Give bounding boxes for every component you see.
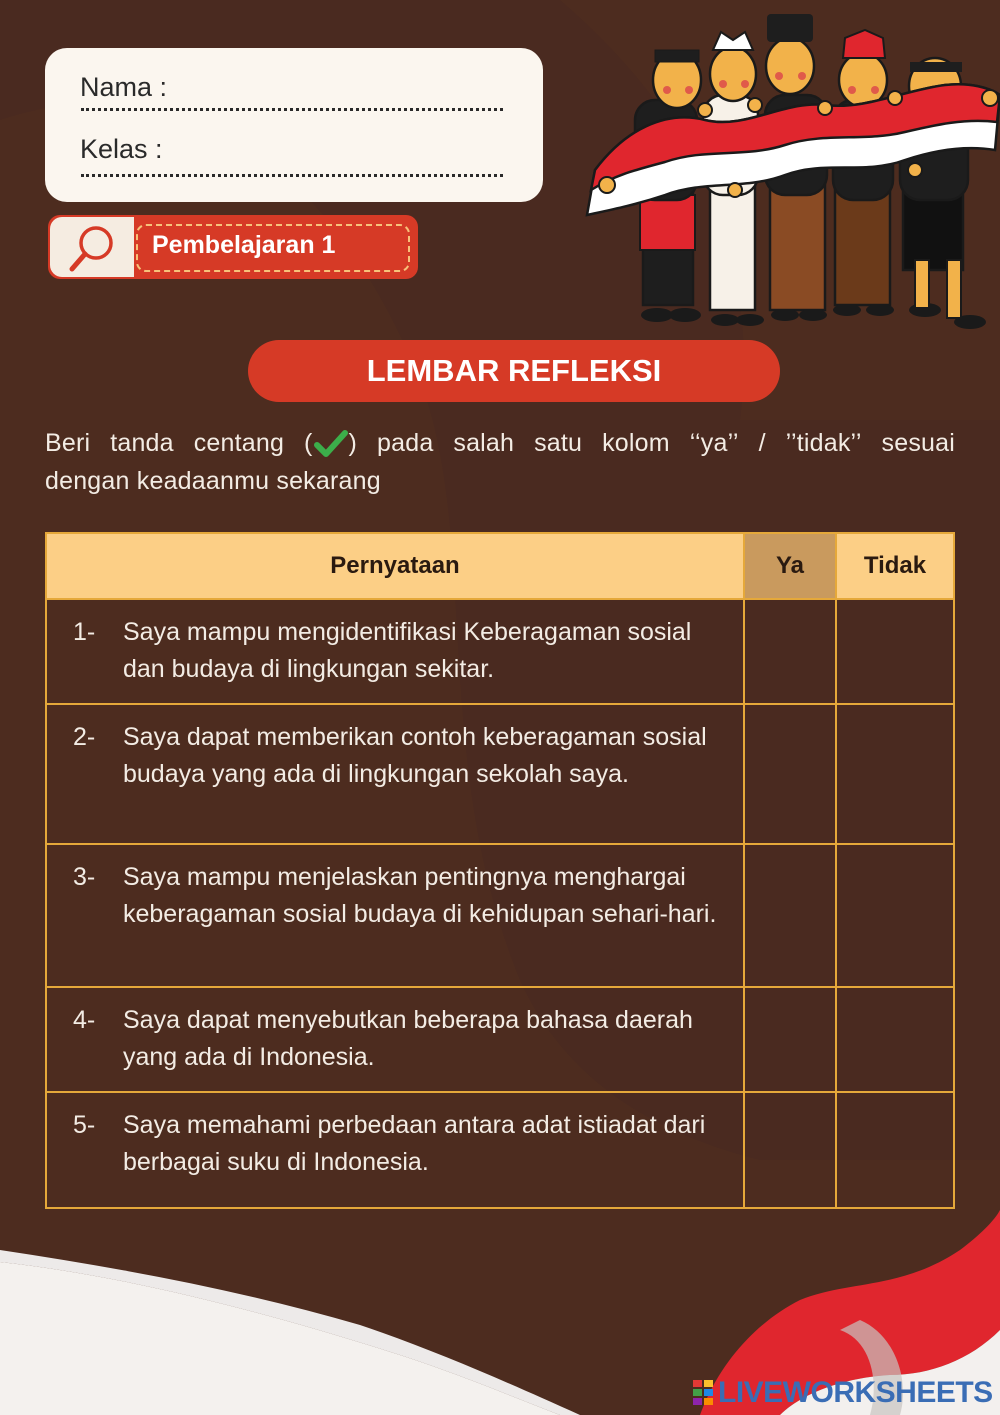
row-statement: Saya mampu menjelaskan pentingnya menghargai keberagaman sosial budaya di kehidupan sehari-hari. <box>123 863 717 928</box>
row-statement: Saya mampu mengidentifikasi Keberagaman sosial dan budaya di lingkungan sekitar. <box>123 618 692 683</box>
yes-checkbox-5[interactable] <box>744 1092 836 1208</box>
row-number: 5- <box>73 1111 96 1139</box>
yes-checkbox-1[interactable] <box>744 599 836 704</box>
class-label: Kelas : <box>80 134 163 164</box>
magnifier-icon <box>50 217 134 277</box>
no-checkbox-1[interactable] <box>836 599 954 704</box>
row-statement: Saya dapat memberikan contoh keberagaman sosial budaya yang ada di lingkungan sekolah saya. <box>123 723 707 788</box>
yes-checkbox-4[interactable] <box>744 987 836 1092</box>
table-row <box>46 704 954 844</box>
watermark-text: LIVEWORKSHEETS <box>718 1376 993 1409</box>
student-info-box <box>45 48 543 202</box>
class-dotted-line <box>81 174 503 177</box>
page-title: LEMBAR REFLEKSI <box>248 340 780 402</box>
header-yes: Ya <box>744 533 836 599</box>
no-checkbox-5[interactable] <box>836 1092 954 1208</box>
name-label: Nama : <box>80 72 168 102</box>
row-number: 1- <box>73 618 96 646</box>
class-input[interactable] <box>185 132 509 168</box>
row-number: 2- <box>73 723 96 751</box>
table-row <box>46 987 954 1092</box>
table-row <box>46 844 954 987</box>
liveworksheets-logo-icon <box>693 1380 715 1406</box>
instruction-text <box>45 424 955 500</box>
name-dotted-line <box>81 108 503 111</box>
table-row <box>46 1092 954 1208</box>
row-statement: Saya dapat menyebutkan beberapa bahasa daerah yang ada di Indonesia. <box>123 1006 693 1071</box>
no-checkbox-4[interactable] <box>836 987 954 1092</box>
table-row <box>46 599 954 704</box>
header-no: Tidak <box>836 533 954 599</box>
header-statement: Pernyataan <box>46 533 744 599</box>
no-checkbox-3[interactable] <box>836 844 954 987</box>
lesson-badge <box>48 215 418 279</box>
yes-checkbox-2[interactable] <box>744 704 836 844</box>
row-number: 4- <box>73 1006 96 1034</box>
yes-checkbox-3[interactable] <box>744 844 836 987</box>
row-number: 3- <box>73 863 96 891</box>
instruction-line-1: Beri tanda centang ( ) pada salah satu kolom ‘‘ya’’ / ’’tidak’’ sesuai <box>45 424 955 462</box>
instruction-line-2: dengan keadaanmu sekarang <box>45 467 381 495</box>
people-with-flag-illustration <box>585 10 1000 335</box>
lesson-label: Pembelajaran 1 <box>152 231 336 259</box>
checkmark-icon <box>313 429 349 459</box>
reflection-table <box>45 532 955 1209</box>
table-header-row <box>46 533 954 599</box>
name-input[interactable] <box>185 70 509 106</box>
no-checkbox-2[interactable] <box>836 704 954 844</box>
row-statement: Saya memahami perbedaan antara adat istiadat dari berbagai suku di Indonesia. <box>123 1111 706 1176</box>
